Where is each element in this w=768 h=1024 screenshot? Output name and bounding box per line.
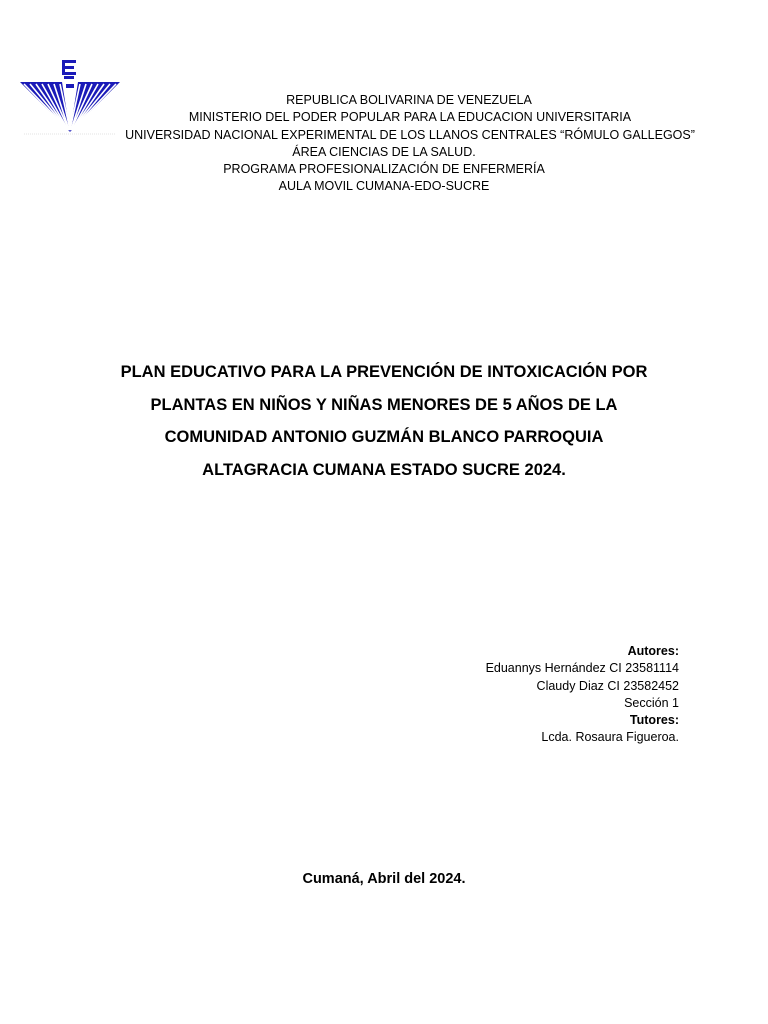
header-line-area: ÁREA CIENCIAS DE LA SALUD. [292,144,476,159]
header-line-ministry: MINISTERIO DEL PODER POPULAR PARA LA EDUCACION UNIVERSITARIA [188,110,632,125]
header-line-program: PROGRAMA PROFESIONALIZACIÓN DE ENFERMERÍA [223,162,545,177]
institution-header [0,92,768,196]
header-line-republic: REPUBLICA BOLIVARINA DE VENEZUELA [286,93,532,107]
section-label: Sección 1 [624,695,679,710]
author-1: Eduannys Hernández CI 23581114 [485,661,679,676]
title-line-1: PLAN EDUCATIVO PARA LA PREVENCIÓN DE INTOXICACIÓN POR [120,363,648,381]
title-line-3: COMUNIDAD ANTONIO GUZMÁN BLANCO PARROQUIA [164,428,604,446]
title-line-2: PLANTAS EN NIÑOS Y NIÑAS MENORES DE 5 AÑOS DE LA [150,395,618,414]
authors-label: Autores: [627,644,679,658]
document-title [60,356,708,486]
tutor-1: Lcda. Rosaura Figueroa. [541,730,679,745]
author-2: Claudy Diaz CI 23582452 [536,678,679,693]
title-line-4: ALTAGRACIA CUMANA ESTADO SUCRE 2024. [202,460,566,479]
header-line-classroom: AULA MOVIL CUMANA-EDO-SUCRE [278,179,490,194]
header-line-university: UNIVERSIDAD NACIONAL EXPERIMENTAL DE LOS LLANOS CENTRALES “RÓMULO GALLEGOS” [125,127,695,142]
tutors-label: Tutores: [629,713,679,728]
authors-block [486,643,679,747]
place-date: Cumaná, Abril del 2024. [302,871,466,887]
